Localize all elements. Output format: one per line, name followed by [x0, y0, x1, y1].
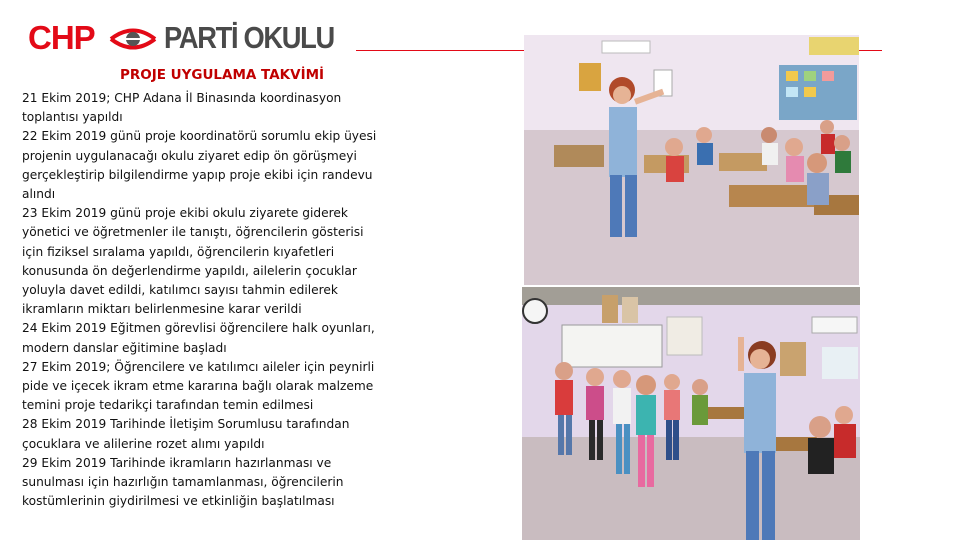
- schedule-line: 28 Ekim 2019 Tarihinde İletişim Sorumlusu tarafından: [22, 417, 350, 432]
- schedule-line: gerçekleştirip bilgilendirme yapıp proje ekibi için randevu: [22, 167, 373, 182]
- parti-okulu-logo-text: PARTİ OKULU: [164, 20, 334, 55]
- schedule-line: temini proje tedarikçi tarafından temin edilmesi: [22, 398, 314, 413]
- classroom-photo-bottom: [522, 287, 860, 540]
- schedule-line: 23 Ekim 2019 günü proje ekibi okulu ziyarete giderek: [22, 206, 348, 221]
- eye-logo-icon: [108, 24, 158, 54]
- schedule-line: çocuklara ve alilerine rozet alımı yapıldı: [22, 436, 265, 451]
- chp-logo-text: CHP: [28, 19, 95, 56]
- schedule-line: 22 Ekim 2019 günü proje koordinatörü sorumlu ekip üyesi: [22, 129, 377, 144]
- schedule-line: için fiziksel sıralama yapıldı, öğrencilerin kıyafetleri: [22, 244, 335, 259]
- schedule-line: projenin uygulanacağı okulu ziyaret edip ön görüşmeyi: [22, 148, 357, 163]
- schedule-line: modern danslar eğitimine başladı: [22, 340, 227, 355]
- schedule-line: 24 Ekim 2019 Eğitmen görevlisi öğrencilere halk oyunları,: [22, 321, 375, 336]
- schedule-line: 27 Ekim 2019; Öğrencilere ve katılımcı aileler için peynirli: [22, 359, 375, 374]
- schedule-text: [22, 89, 417, 511]
- schedule-line: yoluyla davet edildi, katılımcı sayısı tahmin edilerek: [22, 283, 338, 298]
- classroom-photo-top: [524, 35, 859, 285]
- schedule-line: ikramların miktarı belirlenmesine karar verildi: [22, 302, 302, 317]
- page-title: PROJE UYGULAMA TAKVİMİ: [119, 67, 325, 83]
- schedule-line: konusunda ön değerlendirme yapıldı, ailelerin çocuklar: [22, 263, 357, 278]
- schedule-line: yönetici ve öğretmenler ile tanıştı, öğrencilerin gösterisi: [22, 225, 364, 240]
- schedule-line: 29 Ekim 2019 Tarihinde ikramların hazırlanması ve: [22, 455, 332, 470]
- schedule-line: sunulması için hazırlığın tamamlanması, öğrencilerin: [22, 475, 344, 490]
- schedule-line: toplantısı yapıldı: [22, 110, 123, 125]
- schedule-line: 21 Ekim 2019; CHP Adana İl Binasında koordinasyon: [22, 91, 342, 105]
- schedule-line: pide ve içecek ikram etme kararına bağlı olarak malzeme: [22, 379, 374, 394]
- schedule-line: alındı: [22, 187, 56, 202]
- schedule-line: kostümlerinin giydirilmesi ve etkinliğin başlatılması: [22, 494, 335, 509]
